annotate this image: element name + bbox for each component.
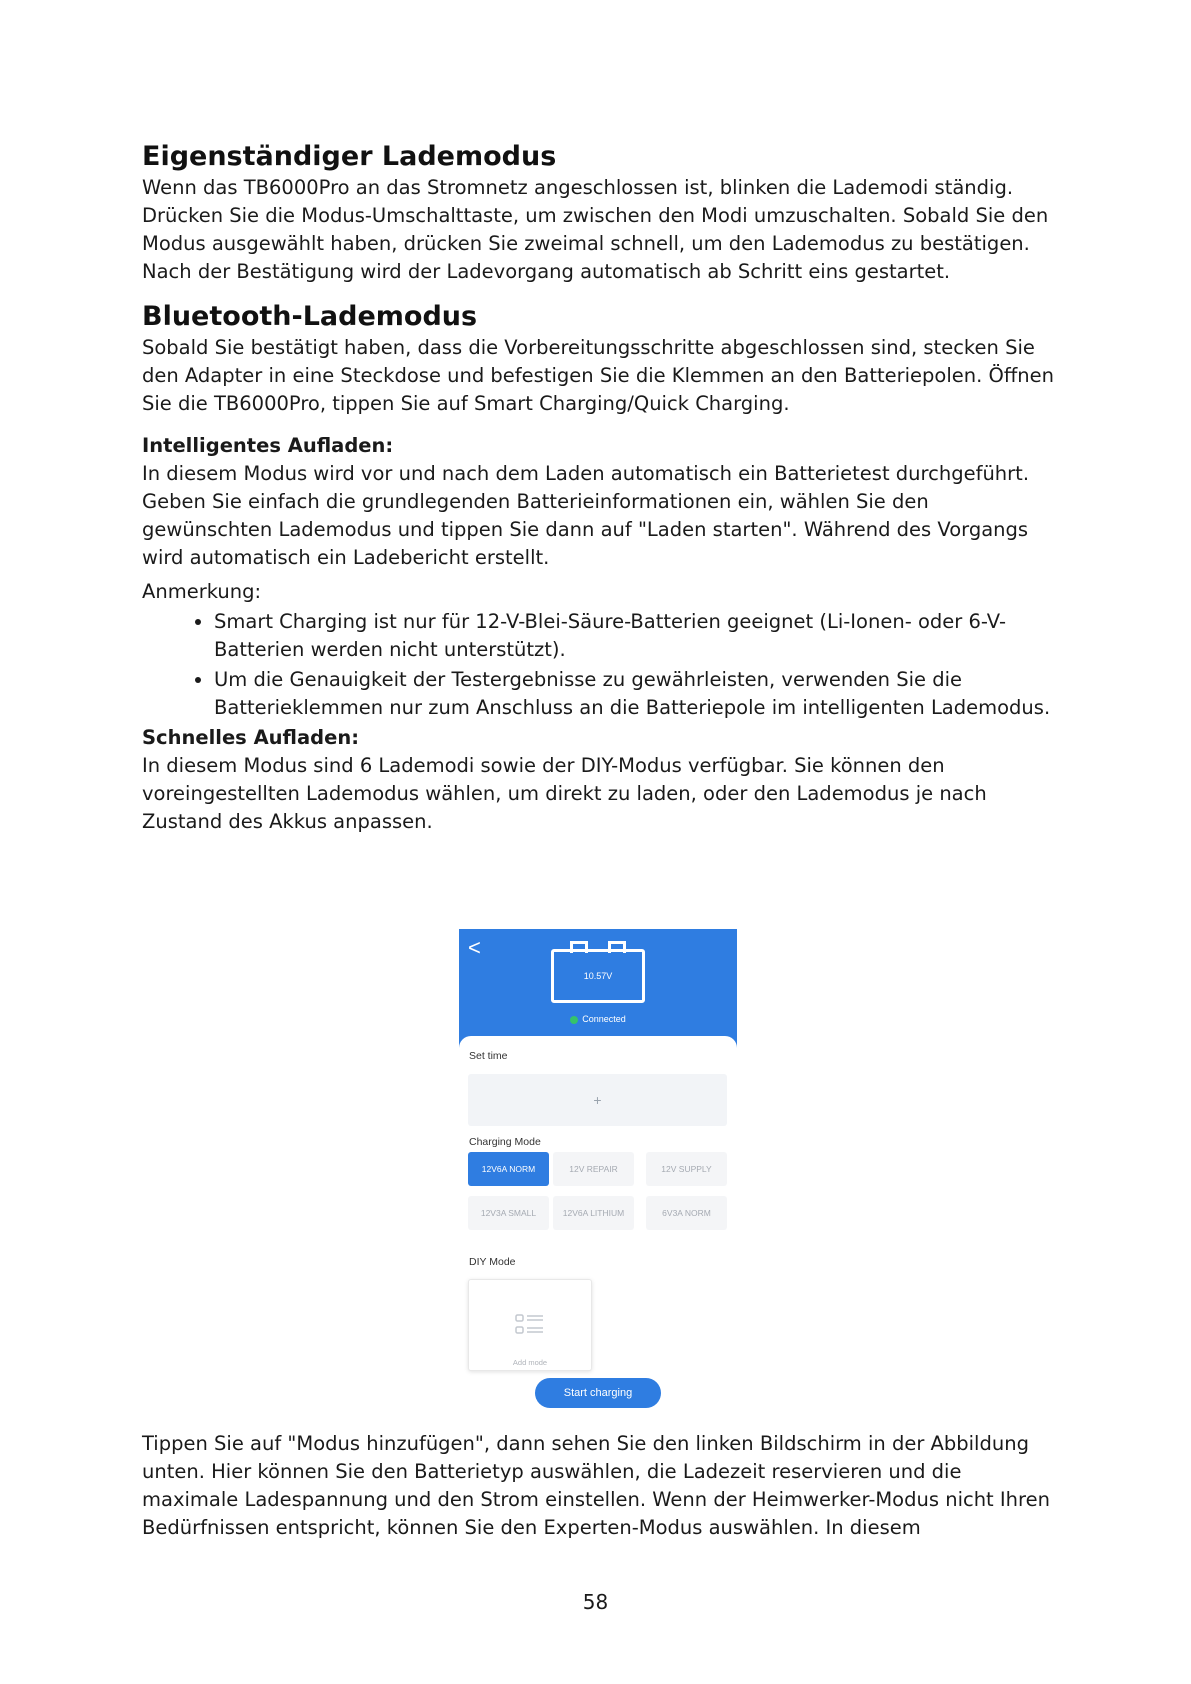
- diy-mode-label: DIY Mode: [469, 1256, 516, 1268]
- settings-sheet: [459, 1036, 737, 1376]
- connected-check-icon: [570, 1016, 578, 1024]
- note-label: Anmerkung:: [142, 580, 262, 603]
- charging-mode-label: Charging Mode: [469, 1136, 541, 1148]
- heading-smart-charging: Intelligentes Aufladen:: [142, 434, 394, 457]
- note-item: • Um die Genauigkeit der Testergebnisse zu gewährleisten, verwenden Sie die Batterieklemmen nur zum Anschluss an die Batteriepole im intelligenten Lademodus.: [214, 666, 1062, 722]
- add-mode-card[interactable]: [468, 1279, 592, 1371]
- heading-quick-charging: Schnelles Aufladen:: [142, 726, 360, 749]
- smart-paragraph: In diesem Modus wird vor und nach dem Laden automatisch ein Batterietest durchgeführt. Geben Sie einfach die grundlegenden Batterieinformationen ein, wählen Sie den gewünschten Lademodus und tippen Sie dann auf "Laden starten". Während des Vorgangs wird automatisch ein Ladebericht erstellt.: [142, 462, 1030, 569]
- voltage-readout: 10.57V: [583, 971, 613, 981]
- set-time-field[interactable]: [468, 1074, 727, 1126]
- note-list: [142, 608, 1062, 722]
- battery-icon: [551, 949, 645, 1003]
- mode-6v3a-norm[interactable]: 6V3A NORM: [646, 1196, 727, 1230]
- mode-12v-supply[interactable]: 12V SUPPLY: [646, 1152, 727, 1186]
- heading-bluetooth-mode: Bluetooth-Lademodus: [142, 301, 478, 332]
- bluetooth-paragraph: Sobald Sie bestätigt haben, dass die Vorbereitungsschritte abgeschlossen sind, stecken Sie den Adapter in eine Steckdose und befestigen Sie die Klemmen an den Batteriepolen. Öffnen Sie die TB6000Pro, tippen Sie auf Smart Charging/Quick Charging.: [142, 336, 1055, 415]
- plus-icon: +: [593, 1092, 602, 1108]
- mode-12v6a-lithium[interactable]: 12V6A LITHIUM: [553, 1196, 634, 1230]
- closing-paragraph: Tippen Sie auf "Modus hinzufügen", dann sehen Sie den linken Bildschirm in der Abbildung unten. Hier können Sie den Batterietyp auswählen, die Ladezeit reservieren und die maximale Ladespannung und den Strom einstellen. Wenn der Heimwerker-Modus nicht Ihren Bedürfnissen entspricht, können Sie den Experten-Modus auswählen. In diesem: [142, 1432, 1050, 1539]
- add-mode-label: Add mode: [512, 1358, 548, 1367]
- mode-12v-repair[interactable]: 12V REPAIR: [553, 1152, 634, 1186]
- closing-section: [142, 1430, 1062, 1542]
- mode-12v6a-norm[interactable]: 12V6A NORM: [468, 1152, 549, 1186]
- app-screenshot: [459, 929, 737, 1409]
- start-charging-button[interactable]: Start charging: [535, 1378, 661, 1408]
- mode-12v3a-small[interactable]: 12V3A SMALL: [468, 1196, 549, 1230]
- set-time-label: Set time: [469, 1050, 508, 1062]
- connection-status: Connected: [459, 1014, 737, 1024]
- standalone-paragraph: Wenn das TB6000Pro an das Stromnetz angeschlossen ist, blinken die Lademodi ständig. Drücken Sie die Modus-Umschalttaste, um zwischen den Modi umzuschalten. Sobald Sie den Modus ausgewählt haben, drücken Sie zweimal schnell, um den Lademodus zu bestätigen. Nach der Bestätigung wird der Ladevorgang automatisch ab Schritt eins gestartet.: [142, 176, 1049, 283]
- note-item: • Smart Charging ist nur für 12-V-Blei-Säure-Batterien geeignet (Li-Ionen- oder 6-V-Batterien werden nicht unterstützt).: [214, 608, 1062, 664]
- list-icon: [515, 1312, 545, 1338]
- page-number: 58: [582, 1590, 609, 1614]
- back-icon[interactable]: <: [468, 935, 481, 960]
- quick-paragraph: In diesem Modus sind 6 Lademodi sowie der DIY-Modus verfügbar. Sie können den voreingestellten Lademodus wählen, um direkt zu laden, oder den Lademodus je nach Zustand des Akkus anpassen.: [142, 754, 987, 833]
- document-body: [142, 140, 1062, 836]
- app-header: [459, 929, 737, 1051]
- heading-standalone-mode: Eigenständiger Lademodus: [142, 141, 557, 172]
